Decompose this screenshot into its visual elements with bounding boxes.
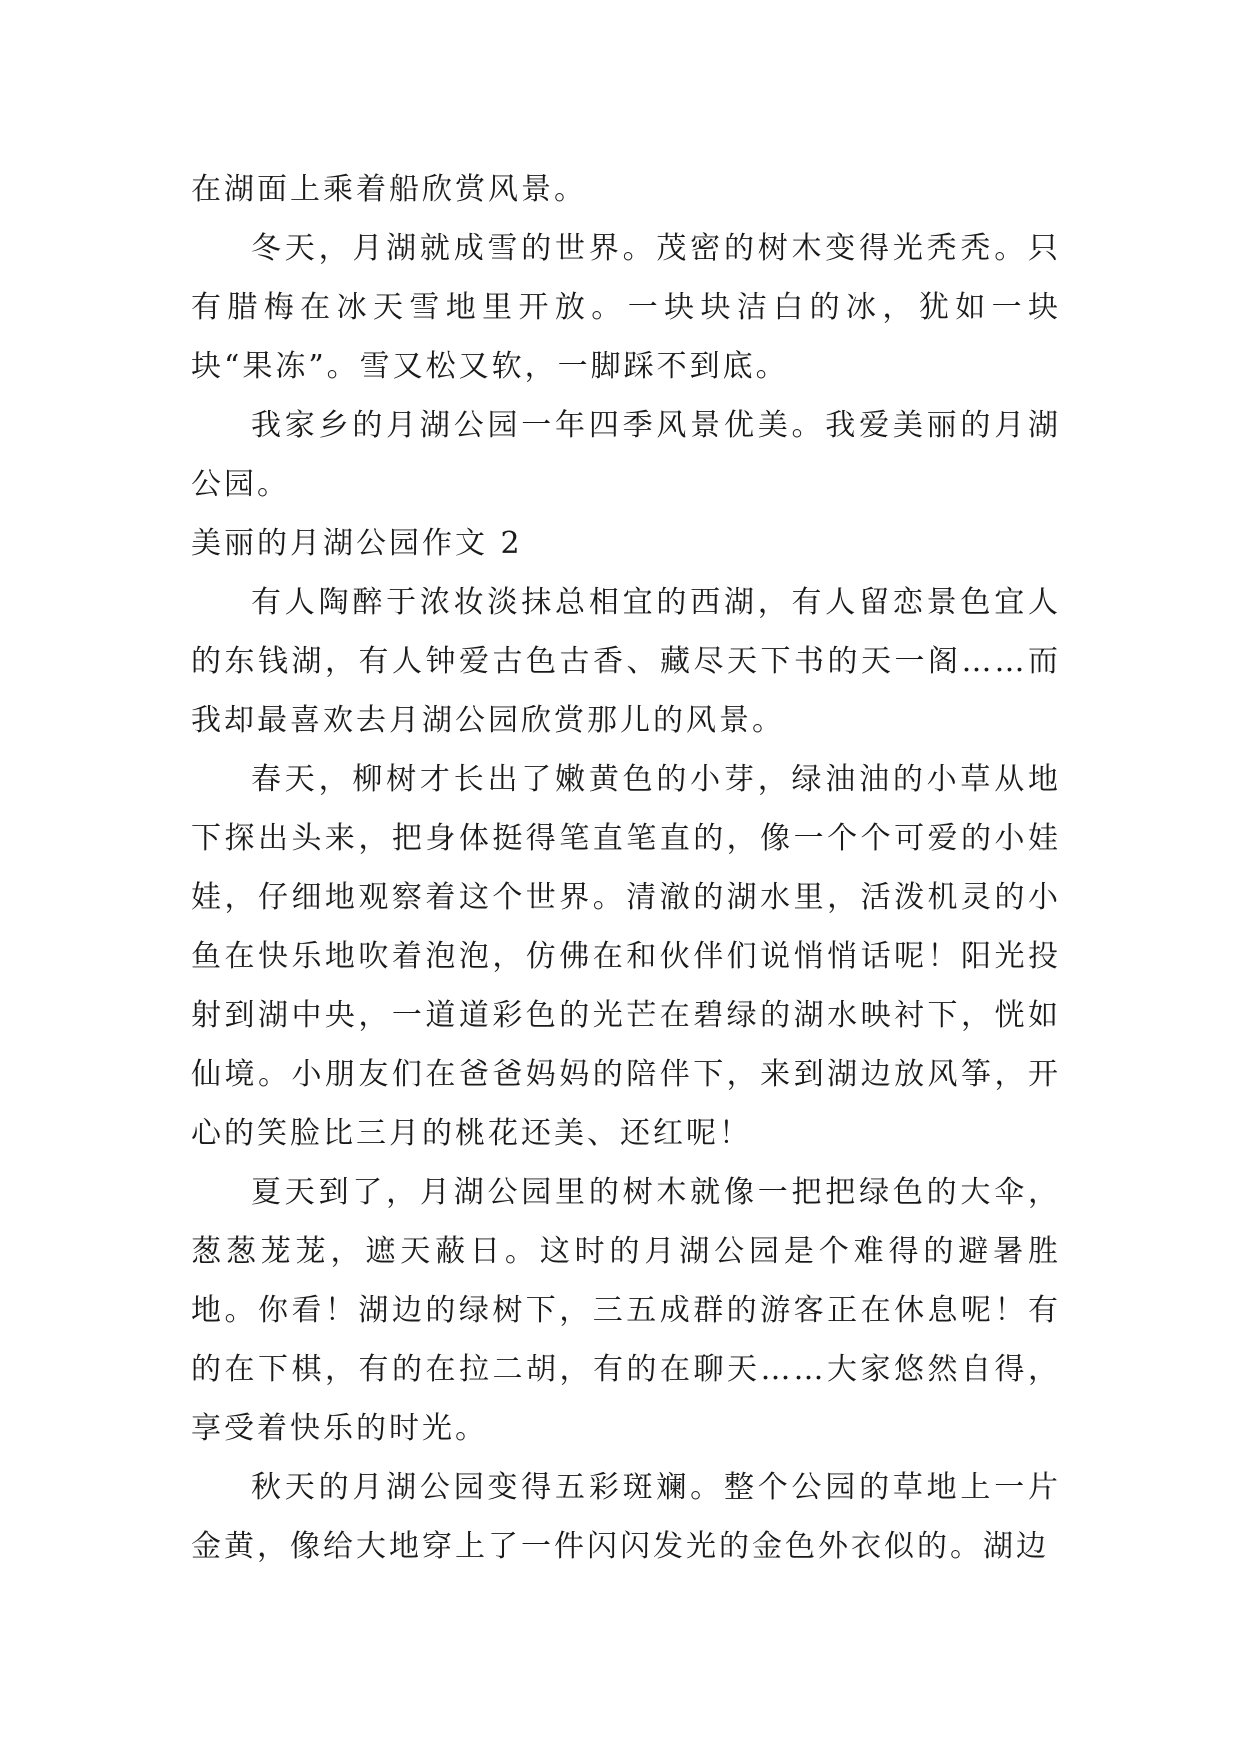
paragraph-intro: 有人陶醉于浓妆淡抹总相宜的西湖，有人留恋景色宜人的东钱湖，有人钟爱古色古香、藏尽天下书的天一阁……而我却最喜欢去月湖公园欣赏那儿的风景。: [191, 585, 1061, 738]
paragraph-summer: 夏天到了，月湖公园里的树木就像一把把绿色的大伞，葱葱茏茏，遮天蔽日。这时的月湖公园是个难得的避暑胜地。你看！湖边的绿树下，三五成群的游客正在休息呢！有的在下棋，有的在拉二胡，有的在聊天……大家悠然自得，享受着快乐的时光。: [191, 1175, 1061, 1446]
paragraph-continued: 在湖面上乘着船欣赏风景。: [191, 172, 587, 207]
paragraph-autumn: 秋天的月湖公园变得五彩斑斓。整个公园的草地上一片金黄，像给大地穿上了一件闪闪发光的金色外衣似的。湖边: [191, 1470, 1061, 1564]
document-body: [191, 160, 1061, 1576]
essay-heading: 美丽的月湖公园作文 2: [191, 526, 523, 561]
paragraph-spring: 春天，柳树才长出了嫩黄色的小芽，绿油油的小草从地下探出头来，把身体挺得笔直笔直的，像一个个可爱的小娃娃，仔细地观察着这个世界。清澈的湖水里，活泼机灵的小鱼在快乐地吹着泡泡，仿佛在和伙伴们说悄悄话呢！阳光投射到湖中央，一道道彩色的光芒在碧绿的湖水映衬下，恍如仙境。小朋友们在爸爸妈妈的陪伴下，来到湖边放风筝，开心的笑脸比三月的桃花还美、还红呢！: [191, 762, 1061, 1151]
paragraph-conclusion: 我家乡的月湖公园一年四季风景优美。我爱美丽的月湖公园。: [191, 408, 1061, 502]
paragraph-winter: 冬天，月湖就成雪的世界。茂密的树木变得光秃秃。只有腊梅在冰天雪地里开放。一块块洁白的冰，犹如一块块“果冻”。雪又松又软，一脚踩不到底。: [191, 231, 1061, 384]
